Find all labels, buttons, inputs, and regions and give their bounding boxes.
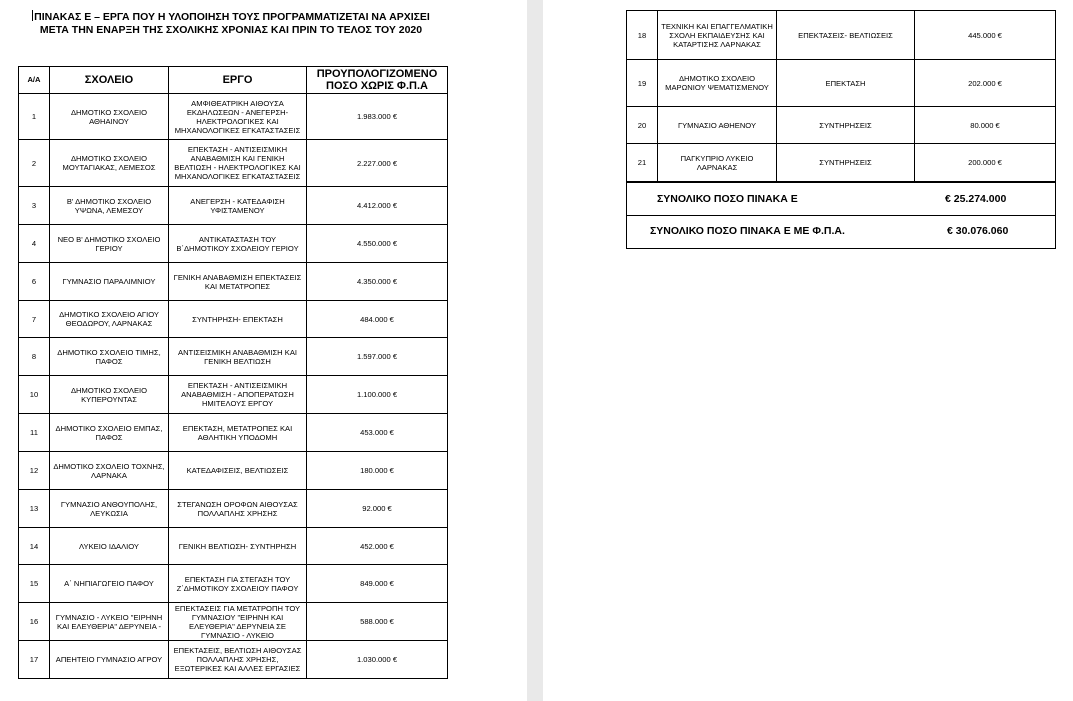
row-amount: 1.030.000 € — [307, 641, 448, 679]
row-school: ΔΗΜΟΤΙΚΟ ΣΧΟΛΕΙΟ ΜΑΡΩΝΙΟΥ ΨΕΜΑΤΙΣΜΕΝΟΥ — [658, 60, 777, 107]
row-project: ΓΕΝΙΚΗ ΒΕΛΤΙΩΣΗ- ΣΥΝΤΗΡΗΣΗ — [169, 528, 307, 565]
row-project: ΕΠΕΚΤΑΣΗ ΓΙΑ ΣΤΕΓΑΣΗ ΤΟΥ Ζ΄ΔΗΜΟΤΙΚΟΥ ΣΧΟΛΕΙΟΥ ΠΑΦΟΥ — [169, 565, 307, 603]
row-school: Β' ΔΗΜΟΤΙΚΟ ΣΧΟΛΕΙΟ ΥΨΩΝΑ, ΛΕΜΕΣΟΥ — [50, 187, 169, 225]
row-no: 14 — [19, 528, 50, 565]
table-row — [19, 528, 448, 565]
document-page-left — [0, 0, 527, 701]
row-school: ΝΕΟ Β' ΔΗΜΟΤΙΚΟ ΣΧΟΛΕΙΟ ΓΕΡΙΟΥ — [50, 225, 169, 263]
row-school: ΔΗΜΟΤΙΚΟ ΣΧΟΛΕΙΟ ΕΜΠΑΣ, ΠΑΦΟΣ — [50, 414, 169, 452]
row-amount: 849.000 € — [307, 565, 448, 603]
row-amount: 180.000 € — [307, 452, 448, 490]
row-amount: 4.412.000 € — [307, 187, 448, 225]
table-row — [19, 452, 448, 490]
projects-table-continued — [626, 10, 1056, 182]
table-row — [19, 641, 448, 679]
row-project: ΚΑΤΕΔΑΦΙΣΕΙΣ, ΒΕΛΤΙΩΣΕΙΣ — [169, 452, 307, 490]
row-school: ΛΥΚΕΙΟ ΙΔΑΛΙΟΥ — [50, 528, 169, 565]
row-amount: 484.000 € — [307, 301, 448, 338]
row-amount: 200.000 € — [915, 144, 1056, 182]
row-no: 16 — [19, 603, 50, 641]
total-row — [626, 182, 1056, 216]
table-row — [627, 107, 1056, 144]
header-school: ΣΧΟΛΕΙΟ — [50, 67, 169, 94]
projects-table — [18, 66, 448, 679]
row-no: 17 — [19, 641, 50, 679]
header-budget: ΠΡΟΥΠΟΛΟΓΙΖΟΜΕΝΟ ΠΟΣΟ ΧΩΡΙΣ Φ.Π.Α — [307, 67, 448, 94]
row-no: 1 — [19, 94, 50, 140]
table-row — [19, 225, 448, 263]
row-amount: 453.000 € — [307, 414, 448, 452]
row-no: 8 — [19, 338, 50, 376]
row-school: ΔΗΜΟΤΙΚΟ ΣΧΟΛΕΙΟ ΜΟΥΤΑΓΙΑΚΑΣ, ΛΕΜΕΣΟΣ — [50, 140, 169, 187]
row-school: ΔΗΜΟΤΙΚΟ ΣΧΟΛΕΙΟ ΤΟΧΝΗΣ, ΛΑΡΝΑΚΑ — [50, 452, 169, 490]
row-no: 12 — [19, 452, 50, 490]
row-no: 18 — [627, 11, 658, 60]
row-project: ΕΠΕΚΤΑΣΕΙΣ ΓΙΑ ΜΕΤΑΤΡΟΠΗ ΤΟΥ ΓΥΜΝΑΣΙΟΥ "ΕΙΡΗΝΗ ΚΑΙ ΕΛΕΥΘΕΡΙΑ" ΔΕΡΥΝΕΙΑ ΣΕ ΓΥΜΝΑΣΙΟ - ΛΥΚΕΙΟ — [169, 603, 307, 641]
row-project: ΑΝΕΓΕΡΣΗ - ΚΑΤΕΔΑΦΙΣΗ ΥΦΙΣΤΑΜΕΝΟΥ — [169, 187, 307, 225]
row-project: ΣΥΝΤΗΡΗΣΕΙΣ — [777, 144, 915, 182]
row-school: ΤΕΧΝΙΚΗ ΚΑΙ ΕΠΑΓΓΕΛΜΑΤΙΚΗ ΣΧΟΛΗ ΕΚΠΑΙΔΕΥΣΗΣ ΚΑΙ ΚΑΤΑΡΤΙΣΗΣ ΛΑΡΝΑΚΑΣ — [658, 11, 777, 60]
row-amount: 4.550.000 € — [307, 225, 448, 263]
document-page-right — [543, 0, 1073, 701]
row-amount: 588.000 € — [307, 603, 448, 641]
row-project: ΑΜΦΙΘΕΑΤΡΙΚΗ ΑΙΘΟΥΣΑ ΕΚΔΗΛΩΣΕΩΝ - ΑΝΕΓΕΡΣΗ- ΗΛΕΚΤΡΟΛΟΓΙΚΕΣ ΚΑΙ ΜΗΧΑΝΟΛΟΓΙΚΕΣ ΕΓΚΑΤΑΣΤΑΣΕΙΣ — [169, 94, 307, 140]
row-project: ΣΥΝΤΗΡΗΣΕΙΣ — [777, 107, 915, 144]
row-school: Α΄ ΝΗΠΙΑΓΩΓΕΙΟ ΠΑΦΟΥ — [50, 565, 169, 603]
row-no: 10 — [19, 376, 50, 414]
row-amount: 445.000 € — [915, 11, 1056, 60]
row-amount: 1.100.000 € — [307, 376, 448, 414]
row-project: ΣΥΝΤΗΡΗΣΗ- ΕΠΕΚΤΑΣΗ — [169, 301, 307, 338]
table-header-row — [19, 67, 448, 94]
row-amount: 80.000 € — [915, 107, 1056, 144]
table-row — [19, 301, 448, 338]
table-row — [627, 144, 1056, 182]
row-no: 7 — [19, 301, 50, 338]
row-school: ΑΠΕΗΤΕΙΟ ΓΥΜΝΑΣΙΟ ΑΓΡΟΥ — [50, 641, 169, 679]
row-project: ΣΤΕΓΑΝΩΣΗ ΟΡΟΦΩΝ ΑΙΘΟΥΣΑΣ ΠΟΛΛΑΠΛΗΣ ΧΡΗΣΗΣ — [169, 490, 307, 528]
table-row — [19, 140, 448, 187]
row-project: ΑΝΤΙΚΑΤΑΣΤΑΣΗ ΤΟΥ Β΄ΔΗΜΟΤΙΚΟΥ ΣΧΟΛΕΙΟΥ ΓΕΡΙΟΥ — [169, 225, 307, 263]
table-row — [19, 414, 448, 452]
row-amount: 4.350.000 € — [307, 263, 448, 301]
table-row — [19, 376, 448, 414]
row-school: ΔΗΜΟΤΙΚΟ ΣΧΟΛΕΙΟ ΚΥΠΕΡΟΥΝΤΑΣ — [50, 376, 169, 414]
row-project: ΓΕΝΙΚΗ ΑΝΑΒΑΘΜΙΣΗ ΕΠΕΚΤΑΣΕΙΣ ΚΑΙ ΜΕΤΑΤΡΟΠΕΣ — [169, 263, 307, 301]
row-school: ΓΥΜΝΑΣΙΟ ΠΑΡΑΛΙΜΝΙΟΥ — [50, 263, 169, 301]
table-row — [627, 60, 1056, 107]
row-no: 6 — [19, 263, 50, 301]
total-vat-label: ΣΥΝΟΛΙΚΟ ΠΟΣΟ ΠΙΝΑΚΑ Ε ΜΕ Φ.Π.Α. — [650, 225, 845, 237]
row-amount: 202.000 € — [915, 60, 1056, 107]
row-project: ΑΝΤΙΣΕΙΣΜΙΚΗ ΑΝΑΒΑΘΜΙΣΗ ΚΑΙ ΓΕΝΙΚΗ ΒΕΛΤΙΩΣΗ — [169, 338, 307, 376]
row-school: ΠΑΓΚΥΠΡΙΟ ΛΥΚΕΙΟ ΛΑΡΝΑΚΑΣ — [658, 144, 777, 182]
row-no: 2 — [19, 140, 50, 187]
table-title: ΠΙΝΑΚΑΣ Ε – ΕΡΓΑ ΠΟΥ Η ΥΛΟΠΟΙΗΣΗ ΤΟΥΣ ΠΡΟΓΡΑΜΜΑΤΙΖΕΤΑΙ ΝΑ ΑΡΧΙΣΕΙ ΜΕΤΑ ΤΗΝ ΕΝΑΡΞΗ ΤΗΣ ΣΧΟΛΙΚΗΣ ΧΡΟΝΙΑΣ ΚΑΙ ΠΡΙΝ ΤΟ ΤΕΛΟΣ ΤΟΥ 2020 — [34, 11, 430, 36]
text-cursor — [32, 10, 33, 21]
row-project: ΕΠΕΚΤΑΣΕΙΣ, ΒΕΛΤΙΩΣΗ ΑΙΘΟΥΣΑΣ ΠΟΛΛΑΠΛΗΣ ΧΡΗΣΗΣ, ΕΞΩΤΕΡΙΚΕΣ ΚΑΙ ΑΛΛΕΣ ΕΡΓΑΣΙΕΣ — [169, 641, 307, 679]
header-project: ΕΡΓΟ — [169, 67, 307, 94]
row-amount: 2.227.000 € — [307, 140, 448, 187]
row-no: 13 — [19, 490, 50, 528]
total-label: ΣΥΝΟΛΙΚΟ ΠΟΣΟ ΠΙΝΑΚΑ Ε — [657, 193, 798, 205]
row-no: 15 — [19, 565, 50, 603]
total-vat-value: € 30.076.060 — [947, 225, 1009, 237]
row-amount: 452.000 € — [307, 528, 448, 565]
row-school: ΓΥΜΝΑΣΙΟ ΑΘΗΕΝΟΥ — [658, 107, 777, 144]
row-school: ΓΥΜΝΑΣΙΟ ΑΝΘΟΥΠΟΛΗΣ, ΛΕΥΚΩΣΙΑ — [50, 490, 169, 528]
table-row — [19, 187, 448, 225]
row-project: ΕΠΕΚΤΑΣΗ - ΑΝΤΙΣΕΙΣΜΙΚΗ ΑΝΑΒΑΘΜΙΣΗ - ΑΠΟΠΕΡΑΤΩΣΗ ΗΜΙΤΕΛΟΥΣ ΕΡΓΟΥ — [169, 376, 307, 414]
row-amount: 1.983.000 € — [307, 94, 448, 140]
table-row — [19, 338, 448, 376]
row-no: 4 — [19, 225, 50, 263]
header-no: Α/Α — [19, 67, 50, 94]
table-row — [19, 565, 448, 603]
total-vat-row — [626, 214, 1056, 249]
table-row — [19, 94, 448, 140]
row-project: ΕΠΕΚΤΑΣΗ — [777, 60, 915, 107]
row-school: ΔΗΜΟΤΙΚΟ ΣΧΟΛΕΙΟ ΑΘΗΑΙΝΟΥ — [50, 94, 169, 140]
row-amount: 1.597.000 € — [307, 338, 448, 376]
row-amount: 92.000 € — [307, 490, 448, 528]
row-school: ΔΗΜΟΤΙΚΟ ΣΧΟΛΕΙΟ ΑΓΙΟΥ ΘΕΟΔΩΡΟΥ, ΛΑΡΝΑΚΑΣ — [50, 301, 169, 338]
row-no: 11 — [19, 414, 50, 452]
table-row — [19, 263, 448, 301]
row-no: 21 — [627, 144, 658, 182]
table-row — [19, 603, 448, 641]
row-project: ΕΠΕΚΤΑΣΗ - ΑΝΤΙΣΕΙΣΜΙΚΗ ΑΝΑΒΑΘΜΙΣΗ ΚΑΙ ΓΕΝΙΚΗ ΒΕΛΤΙΩΣΗ - ΗΛΕΚΤΡΟΛΟΓΙΚΕΣ ΚΑΙ ΜΗΧΑΝΟΛΟΓΙΚΕΣ ΕΓΚΑΤΑΣΤΑΣΕΙΣ — [169, 140, 307, 187]
row-no: 3 — [19, 187, 50, 225]
row-project: ΕΠΕΚΤΑΣΕΙΣ- ΒΕΛΤΙΩΣΕΙΣ — [777, 11, 915, 60]
total-value: € 25.274.000 — [945, 193, 1007, 205]
row-project: ΕΠΕΚΤΑΣΗ, ΜΕΤΑΤΡΟΠΕΣ ΚΑΙ ΑΘΛΗΤΙΚΗ ΥΠΟΔΟΜΗ — [169, 414, 307, 452]
row-school: ΓΥΜΝΑΣΙΟ - ΛΥΚΕΙΟ "ΕΙΡΗΝΗ ΚΑΙ ΕΛΕΥΘΕΡΙΑ" ΔΕΡΥΝΕΙΑ - — [50, 603, 169, 641]
table-row — [627, 11, 1056, 60]
table-row — [19, 490, 448, 528]
row-no: 20 — [627, 107, 658, 144]
row-no: 19 — [627, 60, 658, 107]
row-school: ΔΗΜΟΤΙΚΟ ΣΧΟΛΕΙΟ ΤΙΜΗΣ, ΠΑΦΟΣ — [50, 338, 169, 376]
